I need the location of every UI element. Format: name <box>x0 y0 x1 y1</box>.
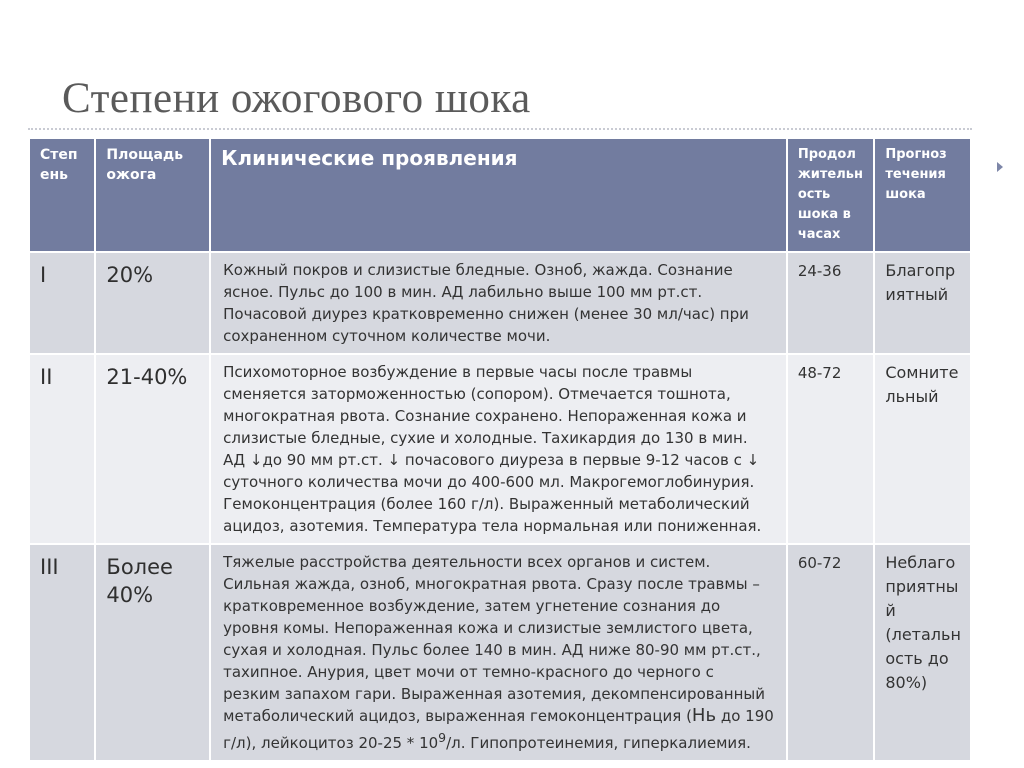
title-divider <box>28 128 972 130</box>
manifestations-cell: Психомоторное возбуждение в первые часы после травмы сменяется заторможенностью (сопором). Отмечается тошнота, многократная рвота. Сознание сохранено. Непораженная кожа и слизистые бледные, сухие и холодные. Тахикардия до 130 в мин. АД ↓до 90 мм рт.ст. ↓ почасового диуреза в первые 9-12 часов с ↓ суточного количества мочи до 400-600 мл. Макрогемоглобинурия. Гемоконцентрация (более 160 г/л). Выраженный метаболический ацидоз, азотемия. Температура тела нормальная или пониженная. <box>211 355 786 543</box>
header-area: Площадь ожога <box>96 139 209 251</box>
degree-cell: III <box>30 545 94 760</box>
side-arrow-icon <box>997 162 1003 172</box>
manifestations-text-post: /л. Гипопротеинемия, гиперкалиемия. <box>446 734 751 752</box>
header-manifestations: Клинические проявления <box>211 139 786 251</box>
prognosis-cell: Неблаго приятны й (летальн ость до 80%) <box>875 545 970 760</box>
slide-title: Степени ожогового шока <box>62 75 531 122</box>
duration-cell: 60-72 <box>788 545 874 760</box>
table-row <box>30 355 970 543</box>
shock-degrees-table <box>28 137 972 762</box>
duration-cell: 24-36 <box>788 253 874 353</box>
manifestations-cell <box>211 545 786 760</box>
degree-cell: II <box>30 355 94 543</box>
manifestations-text-mid: до 190 г/л), лейкоцитоз 20-25 * 10 <box>223 707 774 752</box>
duration-cell: 48-72 <box>788 355 874 543</box>
area-cell: 21-40% <box>96 355 209 543</box>
header-prognosis: Прогноз течения шока <box>875 139 970 251</box>
hemoglobin-symbol: Нь <box>691 705 717 726</box>
area-cell: Более 40% <box>96 545 209 760</box>
table-row <box>30 253 970 353</box>
exponent-superscript: 9 <box>438 730 447 745</box>
header-duration: Продол жительн ость шока в часах <box>788 139 874 251</box>
table-row <box>30 545 970 760</box>
degree-cell: I <box>30 253 94 353</box>
header-degree: Степ ень <box>30 139 94 251</box>
prognosis-cell: Благопр иятный <box>875 253 970 353</box>
table-header-row <box>30 139 970 251</box>
prognosis-cell: Сомните льный <box>875 355 970 543</box>
manifestations-cell: Кожный покров и слизистые бледные. Озноб, жажда. Сознание ясное. Пульс до 100 в мин. АД лабильно выше 100 мм рт.ст. Почасовой диурез кратковременно снижен (менее 30 мл/час) при сохраненном суточном количестве мочи. <box>211 253 786 353</box>
manifestations-text-pre: Тяжелые расстройства деятельности всех органов и систем. Сильная жажда, озноб, многократная рвота. Сразу после травмы – кратковременное возбуждение, затем угнетение сознания до уровня комы. Непораженная кожа и слизистые землистого цвета, сухая и холодная. Пульс более 140 в мин. АД ниже 80-90 мм рт.ст., тахипное. Анурия, цвет мочи от темно-красного до черного с резким запахом гари. Выраженная азотемия, декомпенсированный метаболический ацидоз, выраженная гемоконцентрация ( <box>223 553 765 725</box>
area-cell: 20% <box>96 253 209 353</box>
